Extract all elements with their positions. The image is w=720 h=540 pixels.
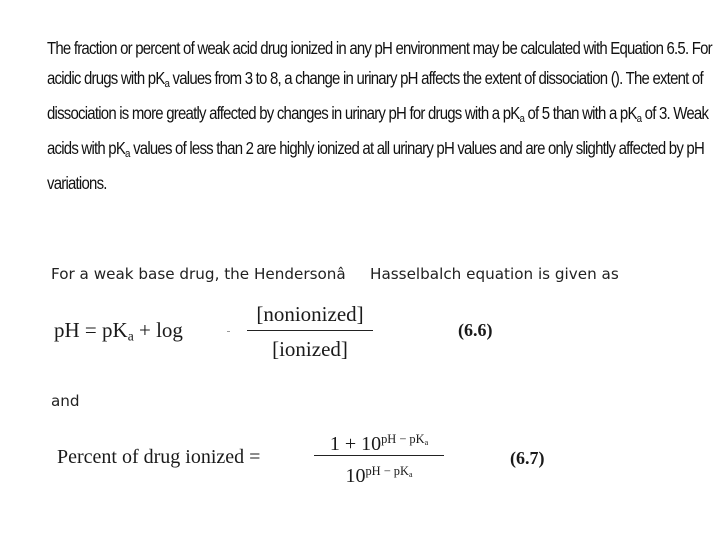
fraction-bar [314,455,444,456]
paragraph-line [47,99,709,134]
paragraph-line [47,169,688,199]
stray-mark [227,331,230,332]
equation-6-7-lhs: Percent of drug ionized = [57,446,261,468]
paragraph-text: The fraction or percent of weak acid drug ionized in any pH environment may be calculated with Equation 6.5. For [47,38,712,58]
paragraph-text: variations. [47,173,107,194]
paragraph-text: of 3. Weak [641,102,709,123]
body-paragraph [47,34,712,199]
fraction-denominator: [ionized] [272,337,348,361]
subscript: a [127,328,134,344]
paragraph-text: acids with pK [47,138,126,159]
equation-text: pH = pK [54,318,128,342]
exponent [365,464,412,478]
paragraph-text: dissociation is more greatly affected by changes in urinary pH for drugs with a pK [47,102,520,123]
subscript: a [164,77,170,90]
subscript: a [636,112,642,125]
paragraph-text: values from 3 to 8, a change in urinary pH affects the extent of dissociation (). The extent of [169,67,703,88]
connector-word: and [51,392,80,410]
paragraph-line [47,64,703,99]
subscript: a [424,438,429,447]
paragraph-line [47,134,704,169]
exponent-text: pH − pK [381,432,425,446]
exponent-text: pH − pK [365,464,409,478]
intro-sentence: For a weak base drug, the HendersonâHasselbalch equation is given as [51,265,619,283]
paragraph-text: values of less than 2 are highly ionized at all urinary pH values and are only slightly affected by pH [129,138,704,159]
equation-text: 1 + 10 [329,432,382,455]
paragraph-text: acidic drugs with pK [47,67,165,88]
equation-6-6-lhs [54,318,183,344]
equation-number-6-7: (6.7) [510,448,545,468]
equation-text: + log [133,318,183,342]
fraction-numerator: [nonionized] [256,302,364,326]
fraction-bar [247,330,373,331]
paragraph-text: of 5 than with a pK [524,102,637,123]
subscript: a [519,112,525,125]
exponent [381,432,428,446]
fraction-denominator [314,458,444,487]
equation-6-6-fraction [247,300,373,363]
paragraph-line [47,34,712,64]
equation-text: 10 [345,464,366,487]
subscript: a [125,147,130,160]
fraction-numerator [314,426,444,455]
equation-6-7-fraction [314,426,444,487]
equation-number-6-6: (6.6) [458,320,493,340]
subscript: a [408,470,413,479]
